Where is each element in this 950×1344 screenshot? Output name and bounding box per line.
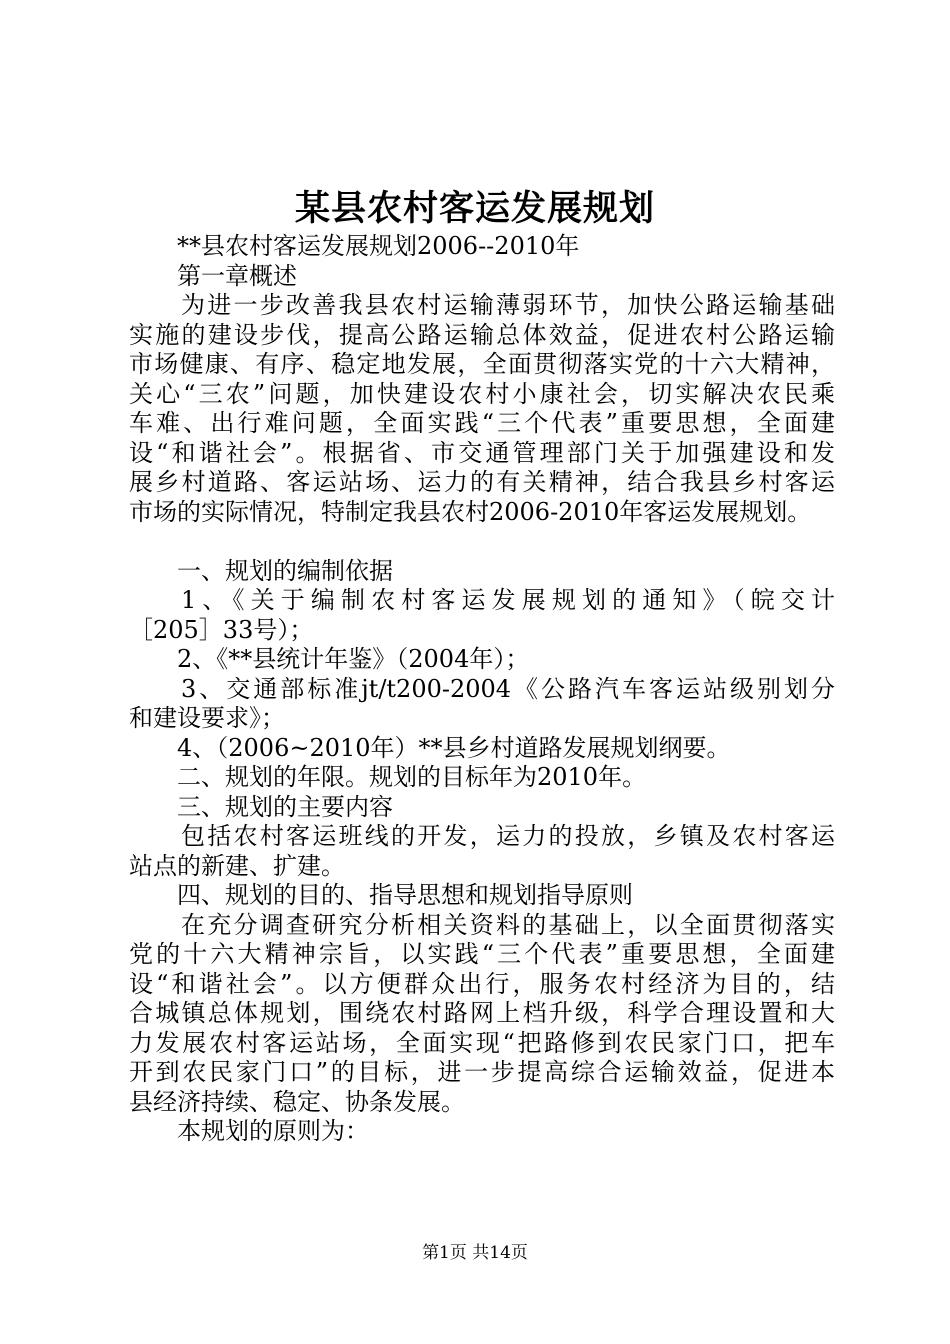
intro-paragraph-line: 展乡村道路、客运站场、运力的有关精神，结合我县乡村客运 — [129, 468, 835, 496]
section4-paragraph-line: 县经济持续、稳定、协条发展。 — [129, 1087, 465, 1116]
section4-paragraph-line: 开到农民家门口”的目标，进一步提高综合运输效益，促进本 — [129, 1058, 835, 1086]
section-heading: 四、规划的目的、指导思想和规划指导原则 — [177, 881, 633, 909]
document-subtitle: **县农村客运发展规划2006--2010年 — [177, 232, 580, 260]
paragraph-gap — [129, 527, 835, 557]
section4-paragraph-line: 设“和谐社会”。以方便群众出行，服务农村经济为目的，结 — [129, 969, 835, 998]
intro-paragraph-line: 市场健康、有序、稳定地发展，全面贯彻落实党的十六大精神， — [129, 350, 835, 378]
section-heading: 二、规划的年限。规划的目标年为2010年。 — [177, 763, 647, 791]
section3-paragraph-line: 站点的新建、扩建。 — [129, 851, 345, 880]
intro-paragraph-line: 车难、出行难问题，全面实践“三个代表”重要思想，全面建 — [129, 409, 835, 437]
basis-item: 和建设要求》； — [129, 704, 285, 732]
section-heading: 三、规划的主要内容 — [177, 792, 393, 821]
basis-item: 2、《**县统计年鉴》（2004年）； — [177, 645, 530, 673]
section3-paragraph-line: 包括农村客运班线的开发，运力的投放，乡镇及农村客运 — [181, 822, 835, 850]
basis-item: 3、交通部标准jt/t200-2004《公路汽车客运站级别划分 — [181, 674, 835, 703]
document-body — [129, 232, 835, 1147]
basis-item: ［205］33号）； — [129, 615, 314, 644]
intro-paragraph-line: 设“和谐社会”。根据省、市交通管理部门关于加强建设和发 — [129, 438, 835, 467]
section-heading: 一、规划的编制依据 — [177, 556, 393, 585]
chapter-heading: 第一章概述 — [177, 261, 297, 290]
section4-paragraph-line: 党的十六大精神宗旨，以实践“三个代表”重要思想，全面建 — [129, 940, 835, 968]
page-footer: 第1页 共14页 — [422, 1243, 528, 1263]
intro-paragraph-line: 市场的实际情况，特制定我县农村2006-2010年客运发展规划。 — [129, 497, 812, 526]
document-title: 某县农村客运发展规划 — [294, 188, 655, 229]
intro-paragraph-line: 实施的建设步伐，提高公路运输总体效益，促进农村公路运输 — [129, 320, 835, 349]
intro-paragraph-line: 为进一步改善我县农村运输薄弱环节，加快公路运输基础 — [181, 291, 835, 319]
basis-item: 1、《关于编制农村客运发展规划的通知》（皖交计 — [181, 586, 835, 614]
section4-paragraph-line: 合城镇总体规划，围绕农村路网上档升级，科学合理设置和大 — [129, 999, 835, 1027]
basis-item: 4、（2006~2010年）**县乡村道路发展规划纲要。 — [177, 733, 731, 762]
section4-paragraph-line: 在充分调查研究分析相关资料的基础上，以全面贯彻落实 — [181, 910, 835, 939]
intro-paragraph-line: 关心“三农”问题，加快建设农村小康社会，切实解决农民乘 — [129, 379, 835, 408]
principles-intro: 本规划的原则为： — [177, 1117, 369, 1145]
section4-paragraph-line: 力发展农村客运站场，全面实现“把路修到农民家门口，把车 — [129, 1028, 835, 1057]
